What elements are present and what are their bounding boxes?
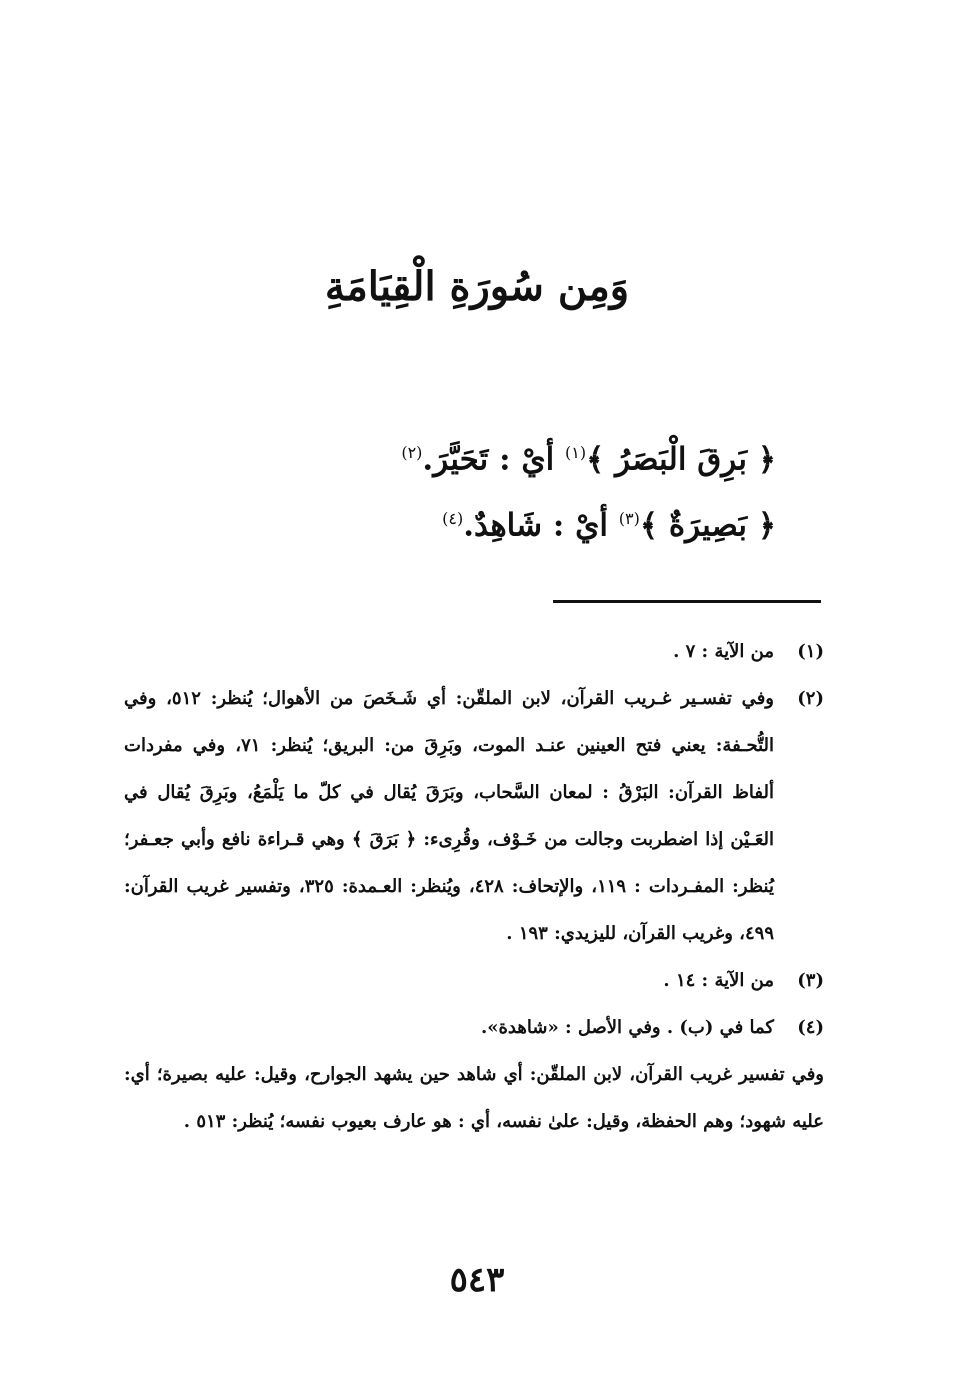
verse-line bbox=[442, 496, 776, 548]
surah-title: وَمِن سُورَةِ الْقِيَامَةِ bbox=[324, 263, 630, 310]
footnote-ref[interactable]: (١) bbox=[565, 443, 587, 462]
footnote-text: من الآية : ١٤ . bbox=[663, 970, 774, 991]
footnote-text: من الآية : ٧ . bbox=[673, 641, 774, 662]
footnotes bbox=[124, 628, 824, 1145]
footnote-item bbox=[124, 1004, 824, 1051]
footnote-text: وفي تفسـير غـريب القرآن، لابن الملقّن: أي شَـخَصَ من الأهوال؛ يُنظر: ٥١٢، وفي التُّحـفة: يعني فتح العينين عنـد الموت، وبَرِقَ من: البريق؛ يُنظر: ٧١، وفي مفردات ألفاظ القرآن: البَرْقُ : لمعان السَّحاب، وبَرَقَ يُقال في كلّ ما يَلْمَعُ، وبَرِقَ يُقال في العَـيْن إذا اضطربت وجالت من خَـوْف، وقُرِىء: ﴿ بَرَقَ ﴾ وهي قـراءة نافع وأبي جعـفر؛ يُنظر: المفـردات : ١١٩، والإتحاف: ٤٢٨، ويُنظر: العـمدة: ٣٢٥، وتفسير غريب القرآن: ٤٩٩، وغريب القرآن، لليزيدي: ١٩٣ . bbox=[124, 688, 774, 944]
footnote-ref[interactable]: (٤) bbox=[442, 509, 464, 528]
footnote-item bbox=[124, 628, 824, 675]
verse-gloss: أيْ : شَاهِدٌ. bbox=[463, 507, 619, 544]
footnote-number: (٢) bbox=[797, 688, 824, 709]
footnote-number: (٤) bbox=[797, 1017, 824, 1038]
footnote-item bbox=[124, 957, 824, 1004]
footnote-ref[interactable]: (٢) bbox=[401, 443, 423, 462]
verse-line bbox=[401, 430, 776, 482]
quran-text: ﴿ بَرِقَ الْبَصَرُ ﴾ bbox=[586, 441, 776, 478]
verse-gloss: أيْ : تَحَيَّرَ. bbox=[422, 441, 566, 478]
footnote-text: كما في (ب) . وفي الأصل : «شاهدة». bbox=[480, 1017, 774, 1038]
footnote-ref[interactable]: (٣) bbox=[618, 509, 640, 528]
page-number: ٥٤٣ bbox=[449, 1260, 505, 1300]
quran-text: ﴿ بَصِيرَةٌ ﴾ bbox=[639, 507, 776, 544]
footnote-separator bbox=[553, 600, 821, 603]
footnote-item bbox=[124, 675, 824, 957]
footnote-number: (١) bbox=[797, 641, 824, 662]
footnote-number: (٣) bbox=[797, 970, 824, 991]
footnote-continuation: وفي تفسير غريب القرآن، لابن الملقّن: أي شاهد حين يشهد الجوارح، وقيل: عليه بصيرة؛ أي: عليه شهود؛ وهم الحفظة، وقيل: علىٰ نفسه، أي : هو عارف بعيوب نفسه؛ يُنظر: ٥١٣ . bbox=[124, 1064, 824, 1132]
